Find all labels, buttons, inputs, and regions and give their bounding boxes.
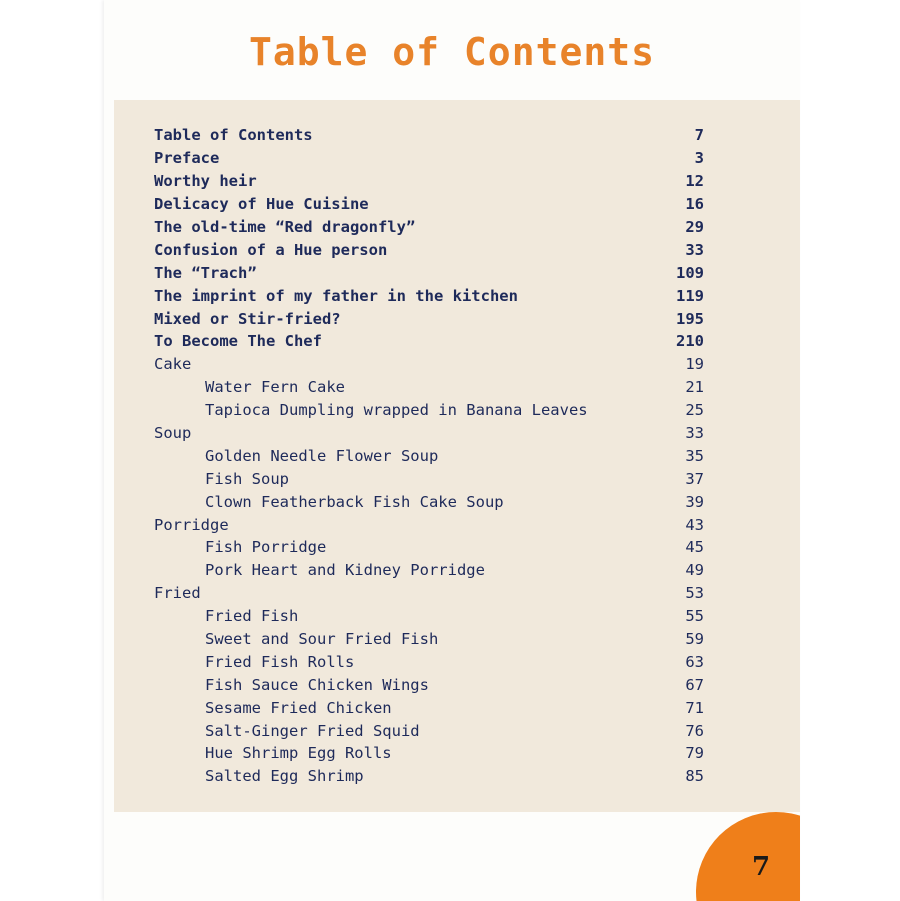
toc-entry-page: 76: [685, 721, 704, 740]
toc-entry-page: 119: [676, 286, 704, 305]
toc-entry: [154, 605, 704, 628]
toc-entry-page: 85: [685, 767, 704, 786]
toc-entry-page: 195: [676, 309, 704, 328]
toc-entry-label: Salt-Ginger Fried Squid: [205, 721, 420, 740]
toc-entry: [154, 719, 704, 742]
toc-entry: [154, 582, 704, 605]
toc-entry-label: To Become The Chef: [154, 332, 322, 351]
toc-entry: [154, 490, 704, 513]
toc-entry-page: 25: [685, 401, 704, 420]
toc-entry: [154, 284, 704, 307]
toc-entry-page: 67: [685, 675, 704, 694]
toc-entry: [154, 650, 704, 673]
toc-entry-label: Fish Soup: [205, 469, 289, 488]
toc-entry-page: 45: [685, 538, 704, 557]
toc-entry-label: Soup: [154, 424, 192, 443]
toc-entry-page: 53: [685, 584, 704, 603]
toc-entry: [154, 216, 704, 239]
toc-entry-label: Delicacy of Hue Cuisine: [154, 195, 369, 214]
toc-entry-page: 39: [685, 492, 704, 511]
toc-entry: [154, 124, 704, 147]
toc-entry-label: Preface: [154, 149, 220, 168]
toc-entry-page: 33: [685, 240, 704, 259]
toc-entry-page: 210: [676, 332, 704, 351]
toc-entry: [154, 765, 704, 788]
toc-entry-page: 35: [685, 446, 704, 465]
toc-entry-label: Confusion of a Hue person: [154, 240, 388, 259]
toc-entry-label: Mixed or Stir-fried?: [154, 309, 341, 328]
toc-entry-page: 79: [685, 744, 704, 763]
toc-entry-label: Worthy heir: [154, 172, 257, 191]
toc-entry: [154, 536, 704, 559]
toc-entry-page: 19: [685, 355, 704, 374]
toc-entry-label: Salted Egg Shrimp: [205, 767, 364, 786]
toc-entry-page: 49: [685, 561, 704, 580]
toc-entry: [154, 742, 704, 765]
toc-entry-label: The imprint of my father in the kitchen: [154, 286, 518, 305]
toc-entry-page: 29: [685, 218, 704, 236]
toc-entry-label: Table of Contents: [154, 126, 313, 145]
toc-entry: [154, 238, 704, 261]
toc-entry: [154, 399, 704, 422]
toc-entry-label: Cake: [154, 355, 192, 374]
toc-entry-label: Water Fern Cake: [205, 378, 345, 397]
toc-entry-label: Fish Porridge: [205, 538, 327, 557]
toc-entry-page: 59: [685, 630, 704, 649]
toc-entry-label: The “Trach”: [154, 263, 257, 282]
toc-entry-page: 7: [694, 126, 704, 145]
toc-list: [154, 124, 704, 788]
toc-entry-label: Tapioca Dumpling wrapped in Banana Leaves: [205, 401, 588, 420]
toc-entry: [154, 376, 704, 399]
page-title: Table of Contents: [249, 30, 655, 74]
toc-entry: [154, 147, 704, 170]
toc-entry: [154, 696, 704, 719]
toc-entry-label: Hue Shrimp Egg Rolls: [205, 744, 392, 763]
toc-entry: [154, 467, 704, 490]
toc-entry-page: 37: [685, 469, 704, 488]
toc-entry-page: 63: [685, 652, 704, 671]
toc-entry-label: The old-time “Red dragonfly”: [154, 218, 416, 236]
toc-entry-label: Sesame Fried Chicken: [205, 698, 392, 717]
toc-entry-page: 55: [685, 607, 704, 626]
toc-entry: [154, 444, 704, 467]
page-number: 7: [752, 852, 771, 882]
toc-entry-label: Sweet and Sour Fried Fish: [205, 630, 439, 649]
toc-entry-page: 21: [685, 378, 704, 397]
toc-entry: [154, 422, 704, 445]
toc-entry-page: 71: [685, 698, 704, 717]
toc-entry-label: Porridge: [154, 515, 229, 534]
toc-entry: [154, 353, 704, 376]
toc-entry: [154, 330, 704, 353]
toc-entry: [154, 193, 704, 216]
toc-entry-page: 33: [685, 424, 704, 443]
toc-entry-label: Clown Featherback Fish Cake Soup: [205, 492, 504, 511]
toc-entry: [154, 170, 704, 193]
toc-entry: [154, 559, 704, 582]
toc-entry-label: Fried: [154, 584, 201, 603]
toc-entry-page: 3: [694, 149, 704, 168]
toc-entry: [154, 673, 704, 696]
toc-entry-page: 16: [685, 195, 704, 214]
toc-entry: [154, 628, 704, 651]
toc-entry: [154, 261, 704, 284]
toc-entry-page: 43: [685, 515, 704, 534]
toc-entry: [154, 307, 704, 330]
toc-entry-label: Fried Fish: [205, 607, 299, 626]
toc-entry-label: Fish Sauce Chicken Wings: [205, 675, 429, 694]
toc-entry-page: 12: [685, 172, 704, 191]
toc-panel: [114, 100, 800, 812]
toc-entry-label: Golden Needle Flower Soup: [205, 446, 439, 465]
toc-entry-page: 109: [676, 263, 704, 282]
toc-entry-label: Pork Heart and Kidney Porridge: [205, 561, 485, 580]
book-page: [104, 0, 800, 901]
toc-entry: [154, 513, 704, 536]
page-number-badge: [696, 812, 800, 901]
toc-entry-label: Fried Fish Rolls: [205, 652, 355, 671]
